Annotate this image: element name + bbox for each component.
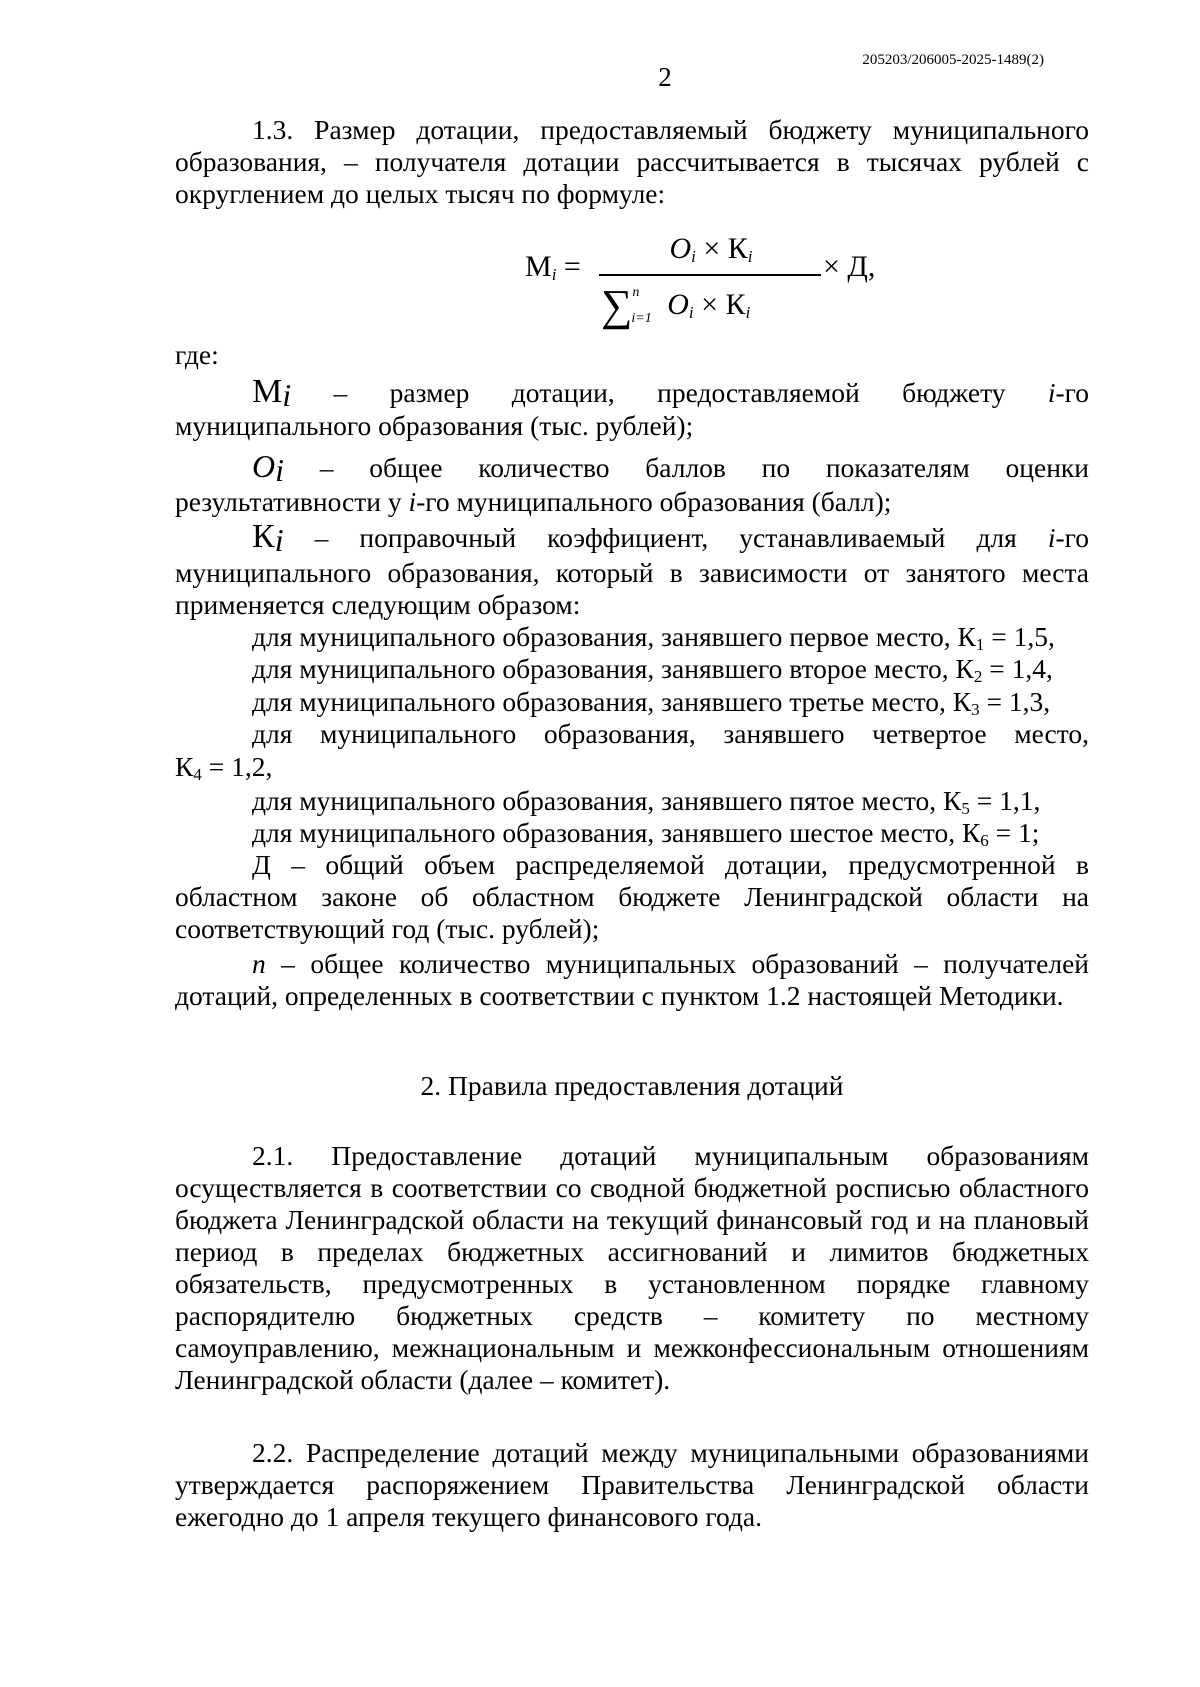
sum-symbol: ∑ bbox=[601, 281, 633, 330]
subsidy-formula bbox=[525, 232, 876, 337]
definition-d: Д – общий объем распределяемой дотации, предусмотренной в областном законе об областном бюджете Ленинградской области на соответствующий год (тыс. рублей); bbox=[175, 849, 1089, 944]
definition-ki-line1: Кi – поправочный коэффициент, устанавливаемый для i-го bbox=[252, 518, 1090, 558]
definition-oi-line2: результативности у i-го муниципального образования (балл); bbox=[175, 486, 892, 517]
sum-lower-limit: i=1 bbox=[631, 311, 652, 326]
paragraph-1-3: 1.3. Размер дотации, предоставляемый бюджету муниципального образования, – получателя дотации рассчитывается в тысячах рублей с округлением до целых тысяч по формуле: bbox=[175, 114, 1089, 209]
place-4-line: для муниципального образования, занявшего четвертое место, bbox=[252, 718, 1089, 749]
formula-numerator: $O_i \times К_i$ bbox=[669, 232, 753, 266]
paragraph-2-1: 2.1. Предоставление дотаций муниципальным образованиям осуществляется в соответствии со сводной бюджетной росписью областного бюджета Ленинградской области на текущий финансовый год и на плановый период в пределах бюджетных ассигнований и лимитов бюджетных обязательств, предусмотренных в установленном порядке главному распорядителю бюджетных средств – комитету по местному самоуправлению, межнациональным и межконфессиональным отношениям Ленинградской области (далее – комитет). bbox=[175, 1140, 1089, 1395]
section-2-heading: 2. Правила предоставления дотаций bbox=[420, 1070, 844, 1101]
formula-denominator: ∑$^n_{i=1}$ $O_i \times К_i$ bbox=[601, 281, 751, 330]
place-4-value: $К_4 = 1,2$, bbox=[175, 751, 273, 784]
place-3-line: для муниципального образования, занявшего третье место, $К_3 = 1,3$, bbox=[252, 686, 1051, 719]
definition-oi-line1: Oi – общее количество баллов по показателям оценки bbox=[252, 448, 1090, 488]
paragraph-2-2: 2.2. Распределение дотаций между муниципальными образованиями утверждается распоряжением Правительства Ленинградской области ежегодно до 1 апреля текущего финансового года. bbox=[175, 1437, 1089, 1532]
definition-mi-line1: Мi – размер дотации, предоставляемой бюджету i-го bbox=[252, 373, 1090, 413]
page-number: 2 bbox=[658, 62, 672, 92]
place-5-line: для муниципального образования, занявшего пятое место, $К_5 = 1,1$, bbox=[252, 785, 1041, 818]
formula-rhs: × Д, bbox=[823, 250, 876, 283]
definition-ki-rest: муниципального образования, который в зависимости от занятого места применяется следующим образом: bbox=[175, 557, 1089, 620]
fraction-bar bbox=[599, 274, 821, 276]
definition-mi-line2: муниципального образования (тыс. рублей); bbox=[175, 410, 694, 441]
registration-number: 205203/206005-2025-1489(2) bbox=[862, 52, 1044, 68]
where-label: где: bbox=[175, 339, 219, 370]
place-6-line: для муниципального образования, занявшего шестое место, $К_6 = 1$; bbox=[252, 817, 1040, 850]
definition-n: n – общее количество муниципальных образований – получателей дотаций, определенных в соответствии с пунктом 1.2 настоящей Методики. bbox=[175, 948, 1089, 1011]
formula-lhs: $М_i$ = bbox=[525, 250, 581, 284]
sum-upper-limit: n bbox=[632, 285, 640, 300]
place-2-line: для муниципального образования, занявшего второе место, $К_2 = 1,4$, bbox=[252, 653, 1053, 686]
place-1-line: для муниципального образования, занявшего первое место, $К_1 = 1,5$, bbox=[252, 621, 1055, 654]
